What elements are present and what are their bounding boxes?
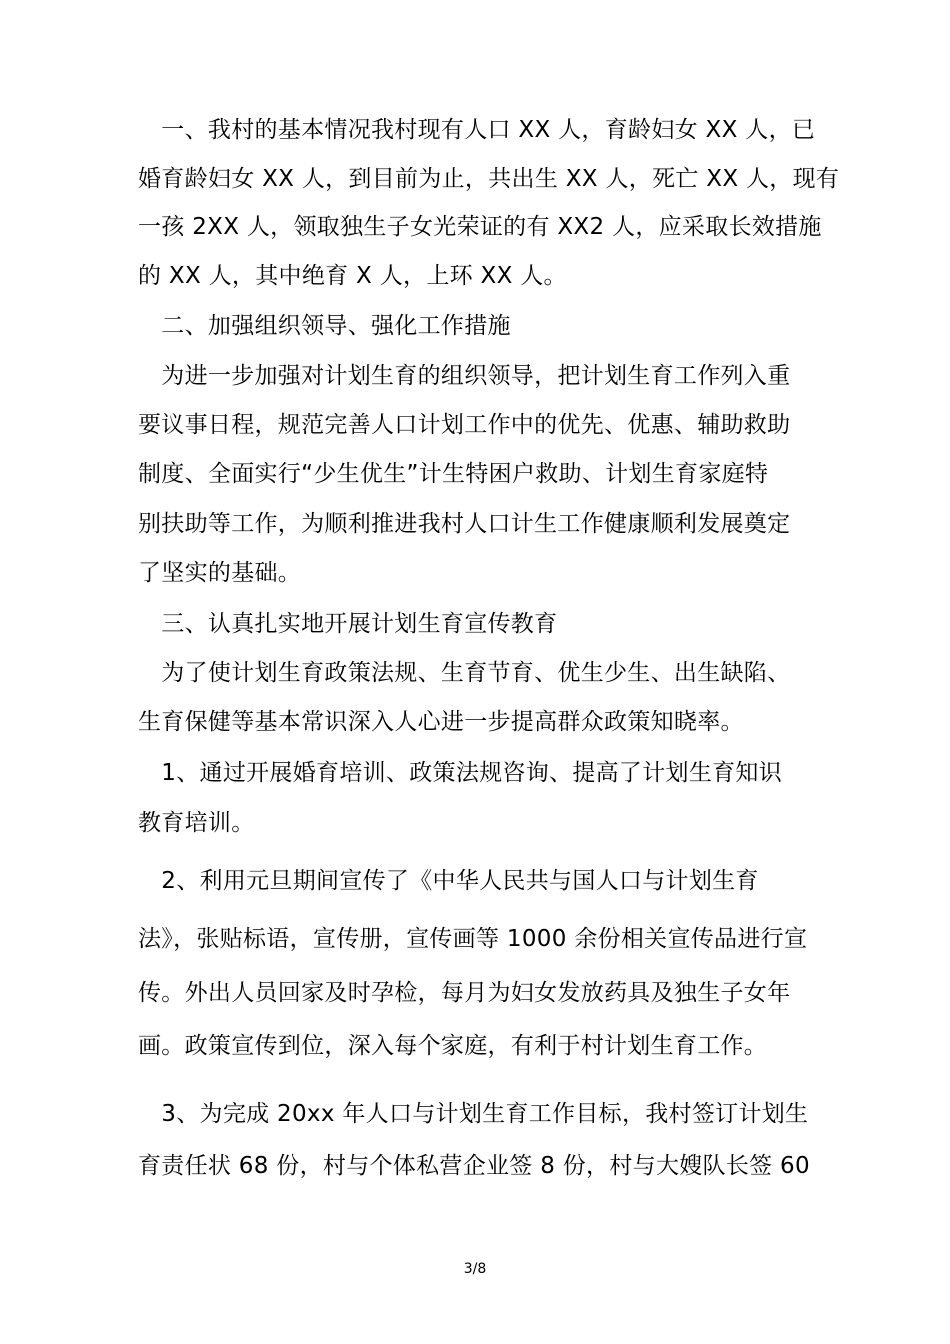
text-line: 育责任状 68 份，村与个体私营企业签 8 份，村与大嫂队长签 60 [138, 1153, 810, 1179]
text-line: 为了使计划生育政策法规、生育节育、优生少生、出生缺陷、 [138, 660, 791, 686]
text-line: 制度、全面实行“少生优生”计生特困户救助、计划生育家庭特 [138, 461, 769, 487]
text-line: 别扶助等工作，为顺利推进我村人口计生工作健康顺利发展奠定 [138, 511, 791, 537]
text-line: 教育培训。 [138, 810, 255, 836]
text-line: 3、为完成 20xx 年人口与计划生育工作目标，我村签订计划生 [138, 1101, 809, 1127]
section-heading: 二、加强组织领导、强化工作措施 [138, 313, 511, 339]
text-line: 婚育龄妇女 XX 人，到目前为止，共出生 XX 人，死亡 XX 人，现有 [138, 166, 840, 192]
text-line: 传。外出人员回家及时孕检，每月为妇女发放药具及独生子女年 [138, 980, 791, 1006]
text-line: 1、通过开展婚育培训、政策法规咨询、提高了计划生育知识 [138, 760, 783, 786]
text-line: 生育保健等基本常识深入人心进一步提高群众政策知晓率。 [138, 709, 744, 735]
text-line: 了坚实的基础。 [138, 560, 302, 586]
text-line: 画。政策宣传到位，深入每个家庭，有利于村计划生育工作。 [138, 1033, 768, 1059]
text-line: 一孩 2XX 人，领取独生子女光荣证的有 XX2 人，应采取长效措施 [138, 214, 822, 240]
page-number: 3/8 [463, 1261, 487, 1277]
text-line: 法》，张贴标语，宣传册，宣传画等 1000 余份相关宣传品进行宣 [138, 926, 808, 952]
text-line: 为进一步加强对计划生育的组织领导，把计划生育工作列入重 [138, 363, 791, 389]
section-heading: 三、认真扎实地开展计划生育宣传教育 [138, 611, 558, 637]
text-line: 一、我村的基本情况我村现有人口 XX 人，育龄妇女 XX 人，已 [138, 117, 816, 143]
text-line: 的 XX 人，其中绝育 X 人，上环 XX 人。 [138, 263, 567, 289]
text-line: 要议事日程，规范完善人口计划工作中的优先、优惠、辅助救助 [138, 412, 791, 438]
text-line: 2、利用元旦期间宣传了《中华人民共与国人口与计划生育 [138, 868, 759, 894]
